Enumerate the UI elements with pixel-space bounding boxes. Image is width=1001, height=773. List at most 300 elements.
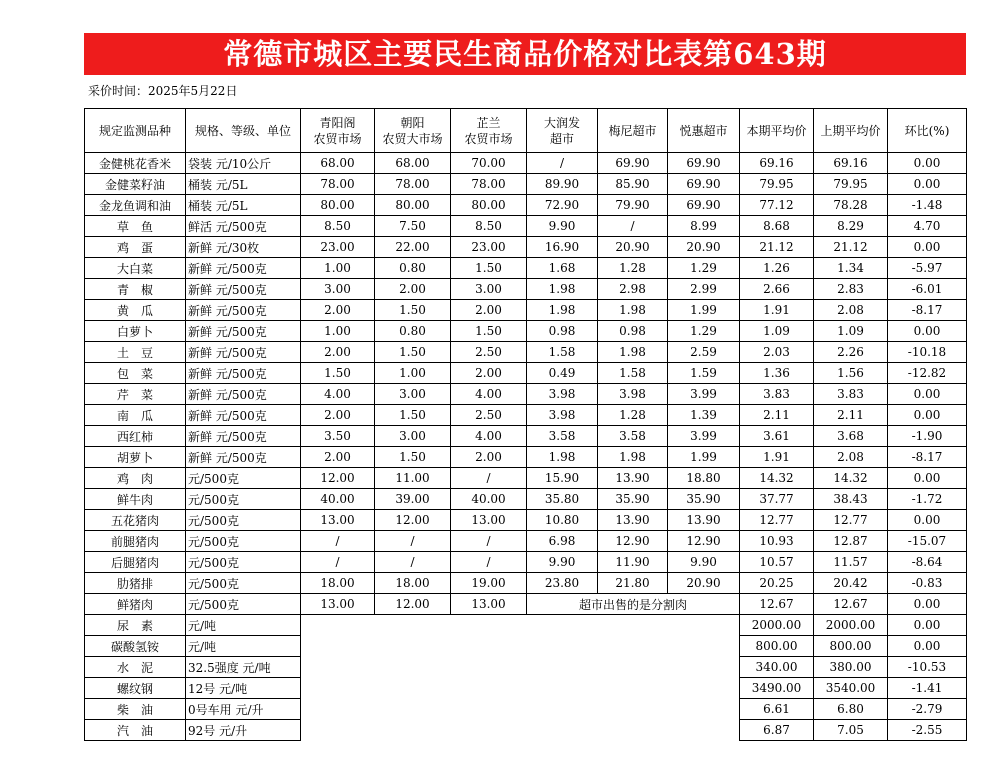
table-row <box>85 384 967 405</box>
market-price: / <box>301 531 375 552</box>
table-row <box>85 195 967 216</box>
market-price: 2.50 <box>451 405 527 426</box>
market-price: 1.50 <box>375 447 451 468</box>
market-price: 16.90 <box>527 237 598 258</box>
market-price: 1.98 <box>527 300 598 321</box>
table-row <box>85 552 967 573</box>
market-price: 79.90 <box>598 195 668 216</box>
market-price: 3.00 <box>451 279 527 300</box>
market-price: 1.00 <box>301 258 375 279</box>
market-price: 3.00 <box>375 426 451 447</box>
market-price: 3.58 <box>527 426 598 447</box>
commodity-name: 肋猪排 <box>85 573 186 594</box>
current-average: 3.61 <box>740 426 814 447</box>
current-average: 6.87 <box>740 720 814 741</box>
table-row <box>85 447 967 468</box>
table-row <box>85 342 967 363</box>
previous-average: 1.09 <box>814 321 888 342</box>
table-row <box>85 573 967 594</box>
change-percent: -6.01 <box>888 279 967 300</box>
previous-average: 7.05 <box>814 720 888 741</box>
previous-average: 12.67 <box>814 594 888 615</box>
commodity-name: 鲜牛肉 <box>85 489 186 510</box>
commodity-name: 鸡 蛋 <box>85 237 186 258</box>
column-header: 规格、等级、单位 <box>186 109 301 153</box>
title-banner: 常德市城区主要民生商品价格对比表第643期 <box>84 33 966 75</box>
market-price: / <box>527 153 598 174</box>
commodity-spec: 袋装 元/10公斤 <box>186 153 301 174</box>
market-price: 69.90 <box>668 153 740 174</box>
market-price: 9.90 <box>527 216 598 237</box>
commodity-name: 金龙鱼调和油 <box>85 195 186 216</box>
current-average: 1.09 <box>740 321 814 342</box>
market-price: 12.90 <box>598 531 668 552</box>
market-price: 15.90 <box>527 468 598 489</box>
change-percent: 4.70 <box>888 216 967 237</box>
previous-average: 79.95 <box>814 174 888 195</box>
current-average: 37.77 <box>740 489 814 510</box>
market-price: 4.00 <box>301 384 375 405</box>
change-percent: -1.72 <box>888 489 967 510</box>
table-row <box>85 510 967 531</box>
market-price: 2.98 <box>598 279 668 300</box>
table-row <box>85 153 967 174</box>
current-average: 1.91 <box>740 447 814 468</box>
current-average: 2.03 <box>740 342 814 363</box>
market-price: 72.90 <box>527 195 598 216</box>
commodity-name: 汽 油 <box>85 720 186 741</box>
change-percent: -1.48 <box>888 195 967 216</box>
market-price: 40.00 <box>301 489 375 510</box>
market-price: 1.50 <box>375 342 451 363</box>
change-percent: 0.00 <box>888 594 967 615</box>
market-price: 3.98 <box>527 405 598 426</box>
change-percent: -2.79 <box>888 699 967 720</box>
current-average: 6.61 <box>740 699 814 720</box>
commodity-spec: 32.5强度 元/吨 <box>186 657 301 678</box>
previous-average: 12.77 <box>814 510 888 531</box>
market-price: 40.00 <box>451 489 527 510</box>
market-price: 1.29 <box>668 258 740 279</box>
market-price: 0.49 <box>527 363 598 384</box>
market-price: 18.80 <box>668 468 740 489</box>
market-price: 1.50 <box>375 300 451 321</box>
commodity-spec: 新鲜 元/500克 <box>186 363 301 384</box>
market-price: 3.00 <box>375 384 451 405</box>
commodity-spec: 元/500克 <box>186 510 301 531</box>
change-percent: -1.41 <box>888 678 967 699</box>
market-price: 12.00 <box>375 510 451 531</box>
commodity-name: 草 鱼 <box>85 216 186 237</box>
price-table <box>84 108 967 741</box>
commodity-name: 柴 油 <box>85 699 186 720</box>
market-price: 4.00 <box>451 384 527 405</box>
market-price: 13.00 <box>451 594 527 615</box>
market-price: 0.98 <box>598 321 668 342</box>
market-price: 11.90 <box>598 552 668 573</box>
previous-average: 1.56 <box>814 363 888 384</box>
market-price: 2.00 <box>301 300 375 321</box>
commodity-name: 白萝卜 <box>85 321 186 342</box>
market-price: 69.90 <box>668 174 740 195</box>
commodity-name: 胡萝卜 <box>85 447 186 468</box>
commodity-name: 五花猪肉 <box>85 510 186 531</box>
market-price: 1.58 <box>598 363 668 384</box>
market-price: 0.98 <box>527 321 598 342</box>
commodity-name: 碳酸氢铵 <box>85 636 186 657</box>
table-row <box>85 279 967 300</box>
market-price: 39.00 <box>375 489 451 510</box>
market-price: 2.59 <box>668 342 740 363</box>
commodity-spec: 鲜活 元/500克 <box>186 216 301 237</box>
market-price: 13.00 <box>451 510 527 531</box>
previous-average: 2.11 <box>814 405 888 426</box>
market-price: 35.90 <box>668 489 740 510</box>
commodity-name: 南 瓜 <box>85 405 186 426</box>
market-price: 1.99 <box>668 447 740 468</box>
market-price: 3.99 <box>668 384 740 405</box>
change-percent: 0.00 <box>888 405 967 426</box>
previous-average: 3.68 <box>814 426 888 447</box>
commodity-spec: 桶装 元/5L <box>186 195 301 216</box>
commodity-spec: 元/500克 <box>186 489 301 510</box>
change-percent: 0.00 <box>888 174 967 195</box>
market-price: 8.99 <box>668 216 740 237</box>
current-average: 800.00 <box>740 636 814 657</box>
market-price: 2.50 <box>451 342 527 363</box>
previous-average: 38.43 <box>814 489 888 510</box>
market-price: 2.00 <box>451 300 527 321</box>
market-price: 7.50 <box>375 216 451 237</box>
market-price: 3.98 <box>598 384 668 405</box>
market-price: 1.68 <box>527 258 598 279</box>
table-row <box>85 174 967 195</box>
commodity-name: 金健菜籽油 <box>85 174 186 195</box>
supermarket-note: 超市出售的是分割肉 <box>527 594 740 615</box>
market-price: 1.98 <box>527 447 598 468</box>
commodity-name: 青 椒 <box>85 279 186 300</box>
current-average: 1.26 <box>740 258 814 279</box>
market-price: 1.28 <box>598 405 668 426</box>
market-price: 8.50 <box>451 216 527 237</box>
market-price: 23.00 <box>301 237 375 258</box>
table-row <box>85 363 967 384</box>
market-price: 13.90 <box>668 510 740 531</box>
previous-average: 380.00 <box>814 657 888 678</box>
current-average: 12.77 <box>740 510 814 531</box>
table-body <box>85 153 967 741</box>
column-header: 上期平均价 <box>814 109 888 153</box>
market-price: 0.80 <box>375 321 451 342</box>
change-percent: 0.00 <box>888 615 967 636</box>
market-price: 68.00 <box>375 153 451 174</box>
previous-average: 6.80 <box>814 699 888 720</box>
market-price: 12.00 <box>301 468 375 489</box>
previous-average: 14.32 <box>814 468 888 489</box>
market-price: 4.00 <box>451 426 527 447</box>
commodity-name: 螺纹钢 <box>85 678 186 699</box>
market-price: 23.00 <box>451 237 527 258</box>
commodity-spec: 元/500克 <box>186 552 301 573</box>
market-price: / <box>375 531 451 552</box>
market-price: 13.00 <box>301 510 375 531</box>
current-average: 12.67 <box>740 594 814 615</box>
previous-average: 1.34 <box>814 258 888 279</box>
table-row <box>85 300 967 321</box>
market-price: 2.00 <box>301 405 375 426</box>
previous-average: 20.42 <box>814 573 888 594</box>
commodity-spec: 新鲜 元/500克 <box>186 279 301 300</box>
market-price: 1.99 <box>668 300 740 321</box>
market-price: 70.00 <box>451 153 527 174</box>
market-price: 1.98 <box>598 447 668 468</box>
previous-average: 3.83 <box>814 384 888 405</box>
current-average: 77.12 <box>740 195 814 216</box>
change-percent: -2.55 <box>888 720 967 741</box>
commodity-spec: 新鲜 元/500克 <box>186 258 301 279</box>
commodity-name: 芹 菜 <box>85 384 186 405</box>
table-row <box>85 426 967 447</box>
market-price: 78.00 <box>375 174 451 195</box>
table-row <box>85 594 967 615</box>
market-price: 2.00 <box>451 447 527 468</box>
market-price: 80.00 <box>451 195 527 216</box>
previous-average: 2.08 <box>814 300 888 321</box>
current-average: 14.32 <box>740 468 814 489</box>
change-percent: 0.00 <box>888 510 967 531</box>
market-price: 1.98 <box>598 300 668 321</box>
current-average: 21.12 <box>740 237 814 258</box>
market-price: 2.00 <box>301 342 375 363</box>
previous-average: 3540.00 <box>814 678 888 699</box>
commodity-name: 大白菜 <box>85 258 186 279</box>
current-average: 1.36 <box>740 363 814 384</box>
commodity-name: 黄 瓜 <box>85 300 186 321</box>
market-price: 21.80 <box>598 573 668 594</box>
change-percent: -15.07 <box>888 531 967 552</box>
market-price: 1.98 <box>598 342 668 363</box>
current-average: 1.91 <box>740 300 814 321</box>
market-price: 20.90 <box>598 237 668 258</box>
table-row <box>85 489 967 510</box>
current-average: 2.66 <box>740 279 814 300</box>
commodity-spec: 0号车用 元/升 <box>186 699 301 720</box>
commodity-name: 西红柿 <box>85 426 186 447</box>
current-average: 2.11 <box>740 405 814 426</box>
market-price: 20.90 <box>668 573 740 594</box>
previous-average: 78.28 <box>814 195 888 216</box>
column-header: 青阳阁 农贸市场 <box>301 109 375 153</box>
column-header: 梅尼超市 <box>598 109 668 153</box>
change-percent: -12.82 <box>888 363 967 384</box>
market-price: 8.50 <box>301 216 375 237</box>
commodity-spec: 12号 元/吨 <box>186 678 301 699</box>
market-price: 3.50 <box>301 426 375 447</box>
change-percent: -1.90 <box>888 426 967 447</box>
commodity-name: 水 泥 <box>85 657 186 678</box>
change-percent: -8.17 <box>888 447 967 468</box>
market-price: 1.98 <box>527 279 598 300</box>
change-percent: 0.00 <box>888 153 967 174</box>
market-price: / <box>451 468 527 489</box>
market-price: 13.00 <box>301 594 375 615</box>
market-price: 3.58 <box>598 426 668 447</box>
commodity-spec: 新鲜 元/500克 <box>186 300 301 321</box>
previous-average: 8.29 <box>814 216 888 237</box>
change-percent: -10.18 <box>888 342 967 363</box>
column-header: 规定监测品种 <box>85 109 186 153</box>
current-average: 2000.00 <box>740 615 814 636</box>
market-price: 3.98 <box>527 384 598 405</box>
previous-average: 12.87 <box>814 531 888 552</box>
market-price: 1.50 <box>301 363 375 384</box>
previous-average: 2.26 <box>814 342 888 363</box>
market-price: 68.00 <box>301 153 375 174</box>
market-price: 13.90 <box>598 510 668 531</box>
header-row <box>85 109 967 153</box>
column-header: 芷兰 农贸市场 <box>451 109 527 153</box>
previous-average: 21.12 <box>814 237 888 258</box>
table-row <box>85 258 967 279</box>
previous-average: 800.00 <box>814 636 888 657</box>
market-price: 3.99 <box>668 426 740 447</box>
current-average: 20.25 <box>740 573 814 594</box>
market-price: 2.00 <box>451 363 527 384</box>
market-price: 20.90 <box>668 237 740 258</box>
market-price: 1.58 <box>527 342 598 363</box>
market-price: 85.90 <box>598 174 668 195</box>
market-price: 19.00 <box>451 573 527 594</box>
market-price: 22.00 <box>375 237 451 258</box>
commodity-spec: 新鲜 元/500克 <box>186 342 301 363</box>
commodity-spec: 桶装 元/5L <box>186 174 301 195</box>
commodity-spec: 元/吨 <box>186 636 301 657</box>
market-price: 23.80 <box>527 573 598 594</box>
commodity-spec: 新鲜 元/500克 <box>186 405 301 426</box>
change-percent: 0.00 <box>888 636 967 657</box>
current-average: 340.00 <box>740 657 814 678</box>
market-price: 35.80 <box>527 489 598 510</box>
current-average: 8.68 <box>740 216 814 237</box>
market-price: 18.00 <box>375 573 451 594</box>
market-price: 80.00 <box>301 195 375 216</box>
column-header: 大润发 超市 <box>527 109 598 153</box>
market-price: 1.28 <box>598 258 668 279</box>
column-header: 环比(%) <box>888 109 967 153</box>
commodity-spec: 新鲜 元/500克 <box>186 384 301 405</box>
market-price: 12.90 <box>668 531 740 552</box>
commodity-name: 金健桃花香米 <box>85 153 186 174</box>
market-price: 1.50 <box>451 258 527 279</box>
market-price: 1.50 <box>375 405 451 426</box>
column-header: 悦惠超市 <box>668 109 740 153</box>
current-average: 69.16 <box>740 153 814 174</box>
market-price: 69.90 <box>598 153 668 174</box>
market-price: / <box>598 216 668 237</box>
market-price: / <box>375 552 451 573</box>
commodity-name: 前腿猪肉 <box>85 531 186 552</box>
current-average: 10.57 <box>740 552 814 573</box>
commodity-name: 鸡 肉 <box>85 468 186 489</box>
market-price: / <box>451 552 527 573</box>
survey-date: 采价时间：2025年5月22日 <box>88 84 238 98</box>
change-percent: 0.00 <box>888 321 967 342</box>
table-row <box>85 237 967 258</box>
market-price: 1.00 <box>375 363 451 384</box>
market-price: 3.00 <box>301 279 375 300</box>
market-price: 1.39 <box>668 405 740 426</box>
table-row <box>85 405 967 426</box>
commodity-spec: 新鲜 元/500克 <box>186 321 301 342</box>
commodity-spec: 92号 元/升 <box>186 720 301 741</box>
market-price: 6.98 <box>527 531 598 552</box>
market-price: 2.00 <box>301 447 375 468</box>
commodity-spec: 元/500克 <box>186 573 301 594</box>
market-price: 1.59 <box>668 363 740 384</box>
market-price: 10.80 <box>527 510 598 531</box>
commodity-name: 包 菜 <box>85 363 186 384</box>
market-price: 1.50 <box>451 321 527 342</box>
current-average: 3.83 <box>740 384 814 405</box>
market-price: 1.00 <box>301 321 375 342</box>
previous-average: 2000.00 <box>814 615 888 636</box>
change-percent: -8.17 <box>888 300 967 321</box>
current-average: 10.93 <box>740 531 814 552</box>
market-price: 12.00 <box>375 594 451 615</box>
market-price: 80.00 <box>375 195 451 216</box>
market-price: 9.90 <box>668 552 740 573</box>
previous-average: 69.16 <box>814 153 888 174</box>
change-percent: -0.83 <box>888 573 967 594</box>
commodity-spec: 元/500克 <box>186 594 301 615</box>
market-price: 13.90 <box>598 468 668 489</box>
market-price: 1.29 <box>668 321 740 342</box>
market-price: / <box>451 531 527 552</box>
market-price: 2.00 <box>375 279 451 300</box>
table-row <box>85 531 967 552</box>
commodity-spec: 新鲜 元/500克 <box>186 426 301 447</box>
market-price: / <box>301 552 375 573</box>
change-percent: 0.00 <box>888 237 967 258</box>
table-row <box>85 321 967 342</box>
change-percent: -10.53 <box>888 657 967 678</box>
table-row <box>85 615 967 636</box>
table-row <box>85 468 967 489</box>
market-price: 0.80 <box>375 258 451 279</box>
change-percent: 0.00 <box>888 384 967 405</box>
commodity-name: 尿 素 <box>85 615 186 636</box>
market-price: 89.90 <box>527 174 598 195</box>
commodity-spec: 新鲜 元/500克 <box>186 447 301 468</box>
market-price: 78.00 <box>301 174 375 195</box>
commodity-spec: 元/吨 <box>186 615 301 636</box>
commodity-name: 鲜猪肉 <box>85 594 186 615</box>
current-average: 3490.00 <box>740 678 814 699</box>
market-price: 69.90 <box>668 195 740 216</box>
previous-average: 11.57 <box>814 552 888 573</box>
market-price: 11.00 <box>375 468 451 489</box>
previous-average: 2.08 <box>814 447 888 468</box>
change-percent: -5.97 <box>888 258 967 279</box>
table-row <box>85 216 967 237</box>
previous-average: 2.83 <box>814 279 888 300</box>
blank-area <box>301 615 740 741</box>
market-price: 35.90 <box>598 489 668 510</box>
current-average: 79.95 <box>740 174 814 195</box>
commodity-name: 土 豆 <box>85 342 186 363</box>
column-header: 本期平均价 <box>740 109 814 153</box>
change-percent: -8.64 <box>888 552 967 573</box>
